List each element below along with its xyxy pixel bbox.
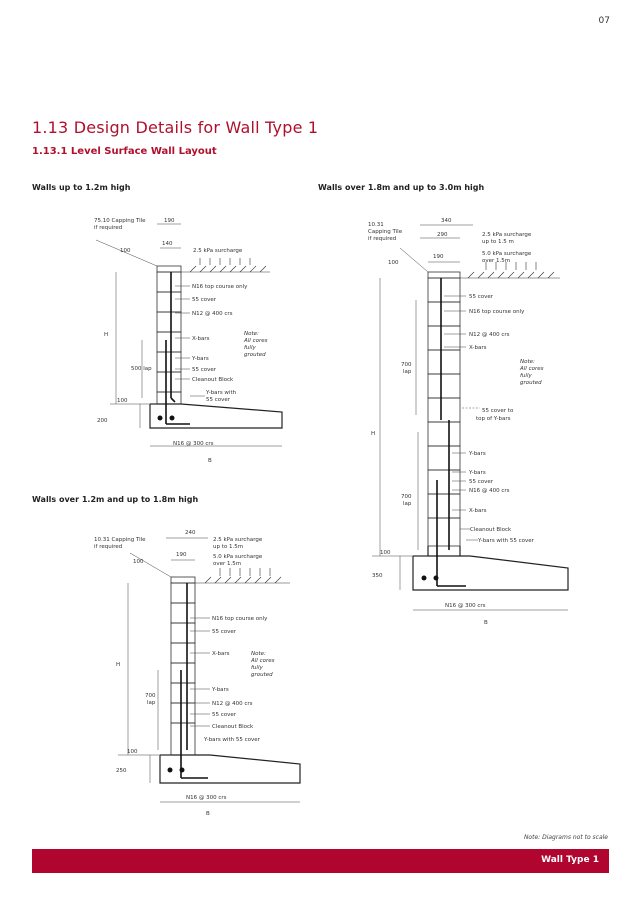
- d2-dim-100: 100: [133, 559, 144, 565]
- d3-n16-top: N16 top course only: [469, 309, 525, 315]
- diagram2-heading: Walls over 1.2m and up to 1.8m high: [32, 495, 199, 504]
- d3-surcharge-1b: up to 1.5 m: [482, 239, 514, 245]
- d3-cap-3: if required: [368, 236, 397, 242]
- d2-cover-1: 55 cover: [212, 629, 237, 635]
- page-number: 07: [598, 16, 610, 26]
- page-title: 1.13 Design Details for Wall Type 1: [32, 118, 319, 137]
- d1-cleanout: Cleanout Block: [192, 377, 234, 383]
- d2-dim-100b: 100: [127, 749, 138, 755]
- d2-note-3: fully: [251, 665, 263, 671]
- d1-cap-label-2: if required: [94, 225, 123, 231]
- d1-lap: 500 lap: [131, 366, 152, 372]
- d1-dim-100b: 100: [117, 398, 128, 404]
- d1-ybars: Y-bars: [192, 356, 209, 362]
- d1-ybars-with: Y-bars with: [206, 390, 237, 396]
- footer-label: Wall Type 1: [541, 855, 599, 865]
- d3-surcharge-2b: over 1.5m: [482, 258, 511, 264]
- diagram3-block-stack: [428, 272, 460, 546]
- d3-note-1: Note:: [520, 359, 535, 365]
- d2-surcharge-2b: over 1.5m: [213, 561, 242, 567]
- d1-cover-1: 55 cover: [192, 297, 217, 303]
- d3-note-4: grouted: [520, 380, 542, 386]
- d3-lap-2b: lap: [403, 501, 412, 507]
- diagram1-heading: Walls up to 1.2m high: [32, 183, 131, 192]
- d1-surcharge: 2.5 kPa surcharge: [193, 248, 243, 254]
- d2-surcharge-2: 5.0 kPa surcharge: [213, 554, 263, 560]
- d2-n16-300: N16 @ 300 crs: [186, 795, 227, 801]
- d3-b-label: B: [484, 620, 488, 626]
- d1-n12: N12 @ 400 crs: [192, 311, 233, 317]
- section-subtitle: 1.13.1 Level Surface Wall Layout: [32, 146, 217, 157]
- d3-xbars-1: X-bars: [469, 345, 487, 351]
- d3-cap-1: 10.31: [368, 222, 384, 228]
- d1-n16-300: N16 @ 300 crs: [173, 441, 214, 447]
- d2-lap-2: lap: [147, 700, 156, 706]
- d3-n16-300: N16 @ 300 crs: [445, 603, 486, 609]
- d3-cover-to-2: top of Y-bars: [476, 416, 511, 422]
- d2-cover-2: 55 cover: [212, 712, 237, 718]
- d2-surcharge-1: 2.5 kPa surcharge: [213, 537, 263, 543]
- d3-lap-1a: 700: [401, 362, 412, 368]
- d2-surcharge-1b: up to 1.5m: [213, 544, 244, 550]
- d1-note-1: Note:: [244, 331, 259, 337]
- d3-cover-2: 55 cover: [469, 479, 494, 485]
- footer-bar: [32, 849, 609, 873]
- d2-cap-label-2: if required: [94, 544, 123, 550]
- d2-cleanout: Cleanout Block: [212, 724, 254, 730]
- d2-h-label: H: [116, 662, 121, 668]
- d2-note-1: Note:: [251, 651, 266, 657]
- d3-h-label: H: [371, 431, 376, 437]
- d3-cover-to-1: 55 cover to: [482, 408, 514, 414]
- d1-n16-top: N16 top course only: [192, 284, 248, 290]
- d1-note-4: grouted: [244, 352, 266, 358]
- d1-h-label: H: [104, 332, 109, 338]
- d3-ybars-with: Y-bars with 55 cover: [478, 538, 534, 544]
- d3-note-2: All cores: [520, 366, 544, 372]
- d3-dim-190: 190: [433, 254, 444, 260]
- d1-dim-100: 100: [120, 248, 131, 254]
- d1-cover-2: 55 cover: [192, 367, 217, 373]
- d3-surcharge-1: 2.5 kPa surcharge: [482, 232, 532, 238]
- diagrams-not-to-scale-note: Note: Diagrams not to scale: [523, 834, 608, 841]
- d1-note-3: fully: [244, 345, 256, 351]
- d2-note-2: All cores: [251, 658, 275, 664]
- d3-lap-1b: lap: [403, 369, 412, 375]
- d2-ybars-with: Y-bars with 55 cover: [204, 737, 260, 743]
- d3-ybars-2: Y-bars: [469, 470, 486, 476]
- d3-ybars-1: Y-bars: [469, 451, 486, 457]
- d1-dim-top: 190: [164, 218, 175, 224]
- d3-dim-340: 340: [441, 218, 452, 224]
- d3-n16-400: N16 @ 400 crs: [469, 488, 510, 494]
- d2-ybars: Y-bars: [212, 687, 229, 693]
- d3-cleanout: Cleanout Block: [470, 527, 512, 533]
- d3-n12: N12 @ 400 crs: [469, 332, 510, 338]
- d3-dim-100b: 100: [380, 550, 391, 556]
- d1-xbars: X-bars: [192, 336, 210, 342]
- d2-dim-190: 190: [176, 552, 187, 558]
- d3-note-3: fully: [520, 373, 532, 379]
- d1-ybars-with-2: 55 cover: [206, 397, 231, 403]
- d1-b-label: B: [208, 458, 212, 464]
- d2-lap-1: 700: [145, 693, 156, 699]
- d2-b-label: B: [206, 811, 210, 817]
- d3-dim-290: 290: [437, 232, 448, 238]
- d2-n12: N12 @ 400 crs: [212, 701, 253, 707]
- d3-surcharge-2: 5.0 kPa surcharge: [482, 251, 532, 257]
- d1-note-2: All cores: [244, 338, 268, 344]
- d2-cap-label: 10.31 Capping Tile: [94, 537, 146, 543]
- d2-n16-top: N16 top course only: [212, 616, 268, 622]
- d3-xbars-2: X-bars: [469, 508, 487, 514]
- diagram3-heading: Walls over 1.8m and up to 3.0m high: [318, 183, 485, 192]
- d2-dim-250: 250: [116, 768, 127, 774]
- d1-cap-label: 75.10 Capping Tile: [94, 218, 146, 224]
- d2-xbars: X-bars: [212, 651, 230, 657]
- d2-dim-240: 240: [185, 530, 196, 536]
- d3-cap-2: Capping Tile: [368, 229, 403, 235]
- d3-dim-350: 350: [372, 573, 383, 579]
- d3-dim-100: 100: [388, 260, 399, 266]
- d1-dim-200: 200: [97, 418, 108, 424]
- d2-note-4: grouted: [251, 672, 273, 678]
- d1-dim-140: 140: [162, 241, 173, 247]
- d3-cover-1: 55 cover: [469, 294, 494, 300]
- d3-lap-2a: 700: [401, 494, 412, 500]
